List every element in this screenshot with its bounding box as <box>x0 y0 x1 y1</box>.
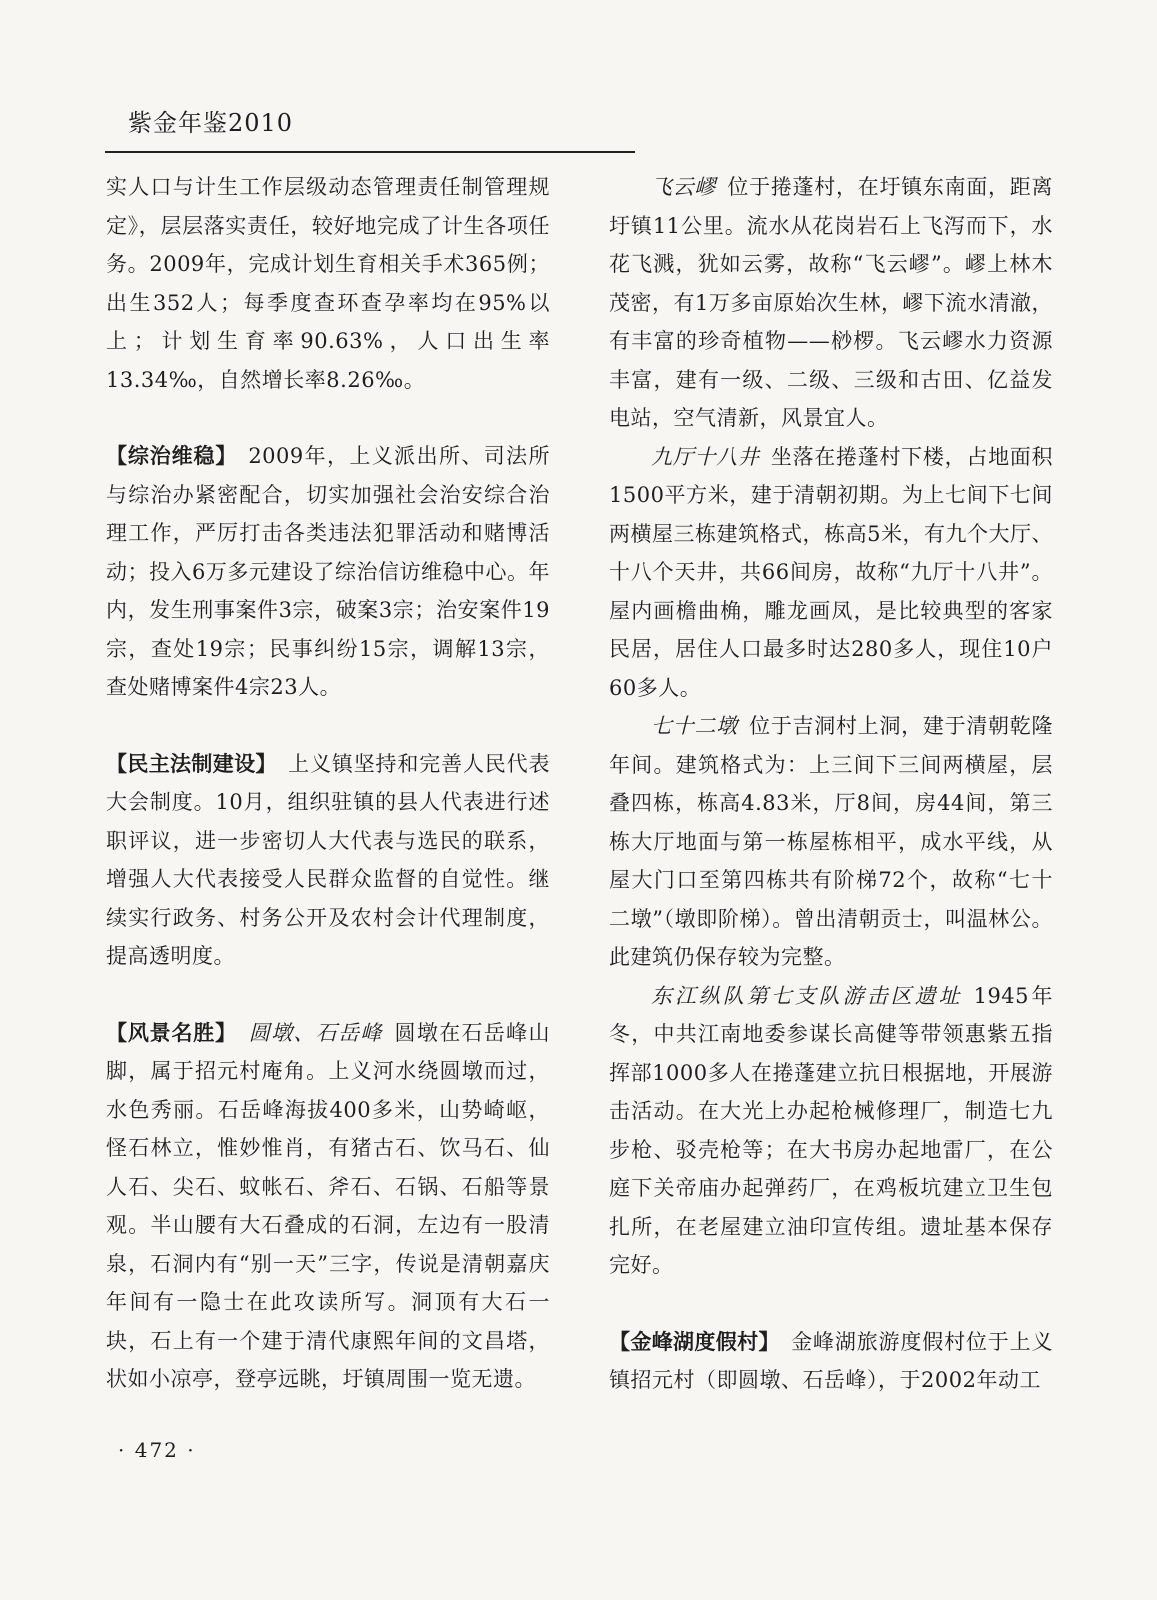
item-body: 位于吉洞村上洞，建于清朝乾隆年间。建筑格式为：上三间下三间两横屋，层叠四栋，栋高4.83米，厅8间，房44间，第三栋大厅地面与第一栋屋栋相平，成水平线，从屋大门口至第四栋共有阶梯72个，故称“七十二墩”（墩即阶梯）。曾出清朝贡士，叫温林公。此建筑仍保存较为完整。 <box>609 714 1054 969</box>
item-subtitle: 圆墩、石岳峰 <box>247 1020 383 1045</box>
right-column <box>609 168 1053 1400</box>
header-rule <box>105 151 635 153</box>
section-heading: 【金峰湖度假村】 <box>609 1329 780 1354</box>
item-jiuting-shibajing <box>609 438 1053 708</box>
item-qishierdun <box>609 707 1053 977</box>
section-body: 金峰湖旅游度假村位于上义镇招元村（即圆墩、石岳峰），于2002年动工 <box>609 1329 1054 1392</box>
paragraph-continuation: 实人口与计生工作层级动态管理责任制管理规定》，层层落实责任，较好地完成了计生各项任务。2009年，完成计划生育相关手术365例；出生352人；每季度查环查孕率均在95%以上；计划生育率90.63%，人口出生率13.34‰，自然增长率8.26‰。 <box>106 175 550 392</box>
item-feiyun-waterfall <box>609 168 1053 438</box>
item-body: 1945年冬，中共江南地委参谋长高健等带领惠紫五指挥部1000多人在捲蓬建立抗日根据地，开展游击活动。在大光上办起枪械修理厂，制造七九步枪、驳壳枪等；在大书房办起地雷厂，在公庭下关帝庙办起弹药厂，在鸡板坑建立卫生包扎所，在老屋建立油印宣传组。遗址基本保存完好。 <box>609 983 1053 1277</box>
item-guerrilla-site <box>609 977 1053 1285</box>
section-jinfeng-resort <box>609 1323 1053 1400</box>
item-body: 坐落在捲蓬村下楼，占地面积1500平方米，建于清朝初期。为上七间下七间两横屋三栋建筑格式，栋高5米，有九个大厅、十八个天井，共66间房，故称“九厅十八井”。屋内画檐曲桷，雕龙画凤，是比较典型的客家民居，居住人口最多时达280多人，现住10户60多人。 <box>609 444 1054 700</box>
section-body: 圆墩在石岳峰山脚，属于招元村庵角。上义河水绕圆墩而过，水色秀丽。石岳峰海拔400多米，山势崎岖，怪石林立，惟妙惟肖，有猪古石、饮马石、仙人石、尖石、蚊帐石、斧石、石锅、石船等景观。半山腰有大石叠成的石洞，左边有一股清泉，石洞内有“别一天”三字，传说是清朝嘉庆年间有一隐士在此攻读所写。洞顶有大石一块，石上有一个建于清代康熙年间的文昌塔，状如小凉亭，登亭远眺，圩镇周围一览无遗。 <box>106 1020 551 1391</box>
item-subtitle: 东江纵队第七支队游击区遗址 <box>651 983 963 1008</box>
running-title: 紫金年鉴2010 <box>128 109 294 137</box>
item-subtitle: 七十二墩 <box>651 714 738 738</box>
section-social-stability <box>106 437 550 707</box>
item-body: 位于捲蓬村，在圩镇东南面，距离圩镇11公里。流水从花岗岩石上飞泻而下，水花飞溅，犹如云雾，故称“飞云嵺”。嵺上林木茂密，有1万多亩原始次生林，嵺下流水清澈，有丰富的珍奇植物——桫椤。飞云嵺水力资源丰富，建有一级、二级、三级和古田、亿益发电站，空气清新，风景宜人。 <box>609 175 1054 430</box>
section-scenic-spots <box>106 1014 550 1399</box>
section-body: 2009年，上义派出所、司法所与综治办紧密配合，切实加强社会治安综合治理工作，严厉打击各类违法犯罪活动和赌博活动；投入6万多元建设了综治信访维稳中心。年内，发生刑事案件3宗，破案3宗；治安案件19宗，查处19宗；民事纠纷15宗，调解13宗，查处赌博案件4宗23人。 <box>106 444 550 699</box>
left-column <box>106 168 550 1399</box>
item-subtitle: 飞云嵺 <box>651 175 717 199</box>
section-heading: 【综治维稳】 <box>106 444 238 468</box>
section-body: 上义镇坚持和完善人民代表大会制度。10月，组织驻镇的县人代表进行述职评议，进一步密切人大代表与选民的联系，增强人大代表接受人民群众监督的自觉性。继续实行政务、村务公开及农村会计代理制度，提高透明度。 <box>106 751 551 968</box>
section-heading: 【风景名胜】 <box>106 1020 237 1045</box>
section-heading: 【民主法制建设】 <box>106 751 277 776</box>
page-number: · 472 · <box>118 1438 196 1462</box>
item-subtitle: 九厅十八井 <box>651 444 760 469</box>
section-legal-construction <box>106 745 550 976</box>
